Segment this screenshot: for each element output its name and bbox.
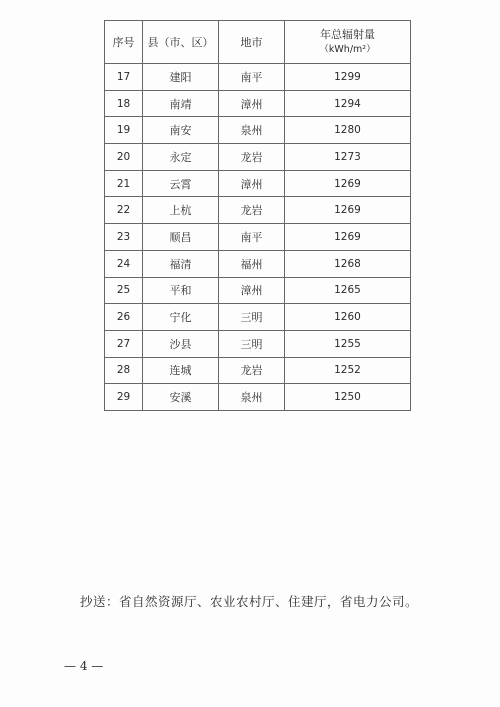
row-county: 沙县	[143, 330, 219, 357]
row-county: 永定	[143, 144, 219, 171]
table-row	[105, 384, 411, 411]
row-index: 22	[105, 197, 143, 224]
row-index: 25	[105, 277, 143, 304]
row-city: 南平	[219, 224, 285, 251]
row-index: 27	[105, 330, 143, 357]
row-city: 福州	[219, 250, 285, 277]
row-radiation-value: 1269	[285, 224, 411, 251]
table-row	[105, 304, 411, 331]
row-radiation-value: 1294	[285, 90, 411, 117]
row-city: 龙岩	[219, 144, 285, 171]
row-index: 23	[105, 224, 143, 251]
row-county: 福清	[143, 250, 219, 277]
table-row	[105, 330, 411, 357]
row-county: 安溪	[143, 384, 219, 411]
header-row	[105, 21, 411, 64]
row-county: 南靖	[143, 90, 219, 117]
row-county: 平和	[143, 277, 219, 304]
row-radiation-value: 1299	[285, 64, 411, 91]
row-city: 漳州	[219, 170, 285, 197]
row-radiation-value: 1260	[285, 304, 411, 331]
row-county: 南安	[143, 117, 219, 144]
table-row	[105, 64, 411, 91]
header-radiation-unit: （kWh/m²）	[319, 44, 376, 55]
table-body	[105, 64, 411, 411]
header-radiation	[285, 21, 411, 64]
row-index: 20	[105, 144, 143, 171]
table-row	[105, 250, 411, 277]
row-city: 三明	[219, 304, 285, 331]
cc-note: 抄送：省自然资源厅、农业农村厅、住建厅，省电力公司。	[80, 594, 419, 609]
row-index: 19	[105, 117, 143, 144]
row-county: 云霄	[143, 170, 219, 197]
row-radiation-value: 1255	[285, 330, 411, 357]
row-county: 连城	[143, 357, 219, 384]
row-radiation-value: 1273	[285, 144, 411, 171]
header-county: 县（市、区）	[143, 21, 219, 64]
row-county: 宁化	[143, 304, 219, 331]
row-index: 24	[105, 250, 143, 277]
row-county: 顺昌	[143, 224, 219, 251]
table-row	[105, 90, 411, 117]
row-index: 29	[105, 384, 143, 411]
table-row	[105, 144, 411, 171]
row-county: 上杭	[143, 197, 219, 224]
page-number: — 4 —	[64, 659, 104, 673]
row-index: 26	[105, 304, 143, 331]
row-radiation-value: 1265	[285, 277, 411, 304]
row-radiation-value: 1269	[285, 170, 411, 197]
row-radiation-value: 1280	[285, 117, 411, 144]
row-county: 建阳	[143, 64, 219, 91]
row-city: 漳州	[219, 277, 285, 304]
header-city: 地市	[219, 21, 285, 64]
radiation-table	[104, 20, 411, 411]
table-row	[105, 117, 411, 144]
table-row	[105, 277, 411, 304]
header-index: 序号	[105, 21, 143, 64]
row-radiation-value: 1250	[285, 384, 411, 411]
row-radiation-value: 1269	[285, 197, 411, 224]
row-city: 南平	[219, 64, 285, 91]
row-city: 龙岩	[219, 357, 285, 384]
table-row	[105, 197, 411, 224]
row-radiation-value: 1252	[285, 357, 411, 384]
row-index: 17	[105, 64, 143, 91]
row-city: 漳州	[219, 90, 285, 117]
row-city: 泉州	[219, 384, 285, 411]
row-city: 泉州	[219, 117, 285, 144]
row-city: 龙岩	[219, 197, 285, 224]
header-radiation-label: 年总辐射量	[320, 28, 375, 41]
table-row	[105, 224, 411, 251]
row-radiation-value: 1268	[285, 250, 411, 277]
row-city: 三明	[219, 330, 285, 357]
table-row	[105, 170, 411, 197]
table-row	[105, 357, 411, 384]
table-header	[105, 21, 411, 64]
row-index: 21	[105, 170, 143, 197]
row-index: 28	[105, 357, 143, 384]
row-index: 18	[105, 90, 143, 117]
